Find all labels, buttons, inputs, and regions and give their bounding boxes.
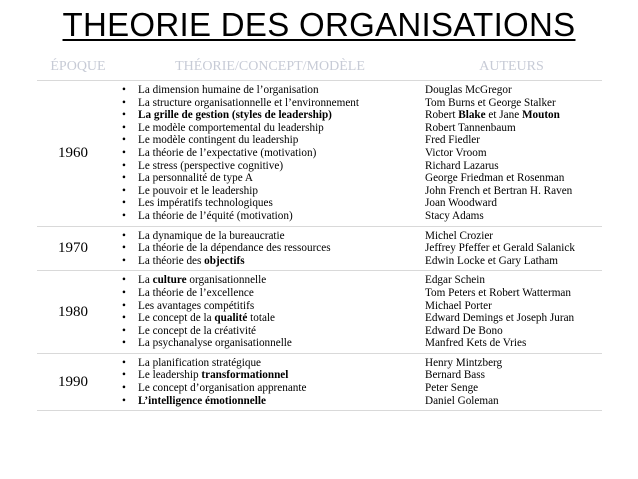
theorie-item [121, 84, 421, 97]
theorie-text: La personnalité de type A [138, 172, 253, 185]
auteur-item [425, 172, 602, 185]
auteur-item [425, 382, 602, 395]
theorie-item [121, 197, 421, 210]
theorie-list [119, 84, 421, 223]
theorie-cell [119, 271, 421, 354]
theorie-item [121, 122, 421, 135]
theorie-text: Le pouvoir et le leadership [138, 184, 258, 197]
theorie-list [119, 230, 421, 268]
auteur-text: Blake [458, 109, 486, 122]
theorie-item [121, 230, 421, 243]
auteur-text: Daniel Goleman [425, 394, 499, 407]
auteur-text: Edward De Bono [425, 324, 503, 337]
epoque-cell: 1980 [37, 271, 119, 354]
auteur-item [425, 242, 602, 255]
table-row [37, 226, 602, 271]
theorie-item [121, 369, 421, 382]
auteur-text: Michel Crozier [425, 229, 494, 242]
epoque-cell: 1960 [37, 81, 119, 227]
auteur-item [425, 210, 602, 223]
epoque-cell: 1970 [37, 226, 119, 271]
auteur-text: Henry Mintzberg [425, 356, 503, 369]
table-row [37, 271, 602, 354]
theorie-text: La théorie de l’excellence [138, 286, 254, 299]
theorie-item [121, 287, 421, 300]
auteur-text: Stacy Adams [425, 209, 484, 222]
auteur-item [425, 185, 602, 198]
theorie-text: Le concept d’organisation apprenante [138, 382, 307, 395]
auteur-item [425, 197, 602, 210]
auteur-item [425, 312, 602, 325]
theorie-item [121, 210, 421, 223]
auteur-text: John French et Bertran H. Raven [425, 184, 573, 197]
auteur-item [425, 369, 602, 382]
auteur-text: Fred Fiedler [425, 134, 480, 147]
auteur-item [425, 287, 602, 300]
header-theorie: THÉORIE/CONCEPT/MODÈLE [119, 53, 421, 81]
theorie-item [121, 185, 421, 198]
auteur-item [425, 357, 602, 370]
auteur-item [425, 274, 602, 287]
auteurs-cell [421, 271, 602, 354]
auteur-text: Bernard Bass [425, 369, 485, 382]
auteur-text: et Jane [485, 109, 522, 122]
auteur-item [425, 300, 602, 313]
theorie-text: La planification stratégique [138, 356, 262, 369]
theorie-text: La dimension humaine de l’organisation [138, 84, 319, 96]
auteur-text: Mouton [521, 109, 560, 122]
epoque-cell: 1990 [37, 353, 119, 410]
theorie-item [121, 255, 421, 268]
theorie-text: Les impératifs technologiques [138, 197, 273, 210]
auteur-item [425, 84, 602, 97]
header-row [37, 53, 602, 81]
theorie-cell [119, 81, 421, 227]
theorie-text: La théorie de la dépendance des ressources [138, 242, 331, 255]
theorie-item [121, 97, 421, 110]
theorie-text: La grille de gestion (styles de leadership) [138, 109, 332, 122]
theorie-cell [119, 226, 421, 271]
auteur-text: Tom Peters et Robert Watterman [425, 286, 571, 299]
auteur-item [425, 337, 602, 350]
theorie-text: Le concept de la créativité [138, 324, 257, 337]
theorie-text: L’intelligence émotionnelle [138, 394, 266, 407]
theorie-list [119, 274, 421, 350]
theorie-text: Le modèle comportemental du leadership [138, 121, 324, 134]
theorie-text: Le stress (perspective cognitive) [138, 159, 284, 172]
auteur-text: Edwin Locke et Gary Latham [425, 254, 558, 267]
table-row [37, 81, 602, 227]
theorie-text: Le leadership [138, 369, 202, 382]
header-auteurs: AUTEURS [421, 53, 602, 81]
theorie-text: La structure organisationnelle et l’environnement [138, 96, 359, 109]
theorie-text: culture [152, 274, 187, 287]
auteur-text: Edgar Schein [425, 274, 485, 287]
theorie-item [121, 109, 421, 122]
theorie-item [121, 242, 421, 255]
theorie-item [121, 357, 421, 370]
theorie-text: organisationnelle [186, 274, 267, 287]
auteur-text: Edward Demings et Joseph Juran [425, 312, 575, 325]
theorie-text: objectifs [204, 254, 245, 267]
theorie-item [121, 300, 421, 313]
theorie-cell [119, 353, 421, 410]
auteur-text: George Friedman et Rosenman [425, 172, 565, 185]
theorie-text: La théorie de l’équité (motivation) [138, 209, 293, 222]
auteur-text: Manfred Kets de Vries [425, 337, 527, 350]
auteur-text: Tom Burns et George Stalker [425, 96, 556, 109]
auteur-text: Robert [425, 109, 459, 122]
theorie-item [121, 160, 421, 173]
theorie-item [121, 337, 421, 350]
organisations-table [37, 53, 602, 411]
theorie-list [119, 357, 421, 407]
theorie-text: Les avantages compétitifs [138, 299, 255, 312]
table-row [37, 353, 602, 410]
theorie-text: La dynamique de la bureaucratie [138, 229, 285, 242]
auteur-text: Joan Woodward [425, 197, 497, 210]
theorie-item [121, 134, 421, 147]
auteurs-cell [421, 81, 602, 227]
auteur-item [425, 109, 602, 122]
auteur-text: Michael Porter [425, 299, 492, 312]
auteur-text: Victor Vroom [425, 146, 487, 159]
page-title: THEORIE DES ORGANISATIONS [62, 6, 576, 43]
auteur-item [425, 97, 602, 110]
theorie-text: qualité [214, 312, 248, 325]
auteur-text: Richard Lazarus [425, 159, 499, 172]
auteur-text: Jeffrey Pfeffer et Gerald Salanick [425, 242, 575, 255]
theorie-text: La psychanalyse organisationnelle [138, 337, 292, 350]
auteur-item [425, 147, 602, 160]
theorie-text: totale [247, 312, 276, 325]
auteur-text: Douglas McGregor [425, 84, 512, 96]
theorie-text: La [138, 274, 153, 287]
theorie-text: La théorie des [138, 254, 205, 267]
theorie-text: Le modèle contingent du leadership [138, 134, 299, 147]
auteur-item [425, 160, 602, 173]
theorie-item [121, 325, 421, 338]
auteur-item [425, 230, 602, 243]
theorie-text: Le concept de la [138, 312, 215, 325]
theorie-text: transformationnel [201, 369, 289, 382]
theorie-item [121, 172, 421, 185]
theorie-item [121, 147, 421, 160]
auteur-item [425, 395, 602, 408]
auteur-item [425, 255, 602, 268]
theorie-item [121, 274, 421, 287]
header-epoque: ÉPOQUE [37, 53, 119, 81]
auteur-text: Robert Tannenbaum [425, 121, 516, 134]
theorie-text: La théorie de l’expectative (motivation) [138, 146, 317, 159]
auteur-item [425, 325, 602, 338]
theorie-item [121, 312, 421, 325]
auteurs-cell [421, 226, 602, 271]
auteur-text: Peter Senge [425, 382, 479, 395]
auteurs-cell [421, 353, 602, 410]
theorie-item [121, 382, 421, 395]
theorie-item [121, 395, 421, 408]
auteur-item [425, 134, 602, 147]
auteur-item [425, 122, 602, 135]
